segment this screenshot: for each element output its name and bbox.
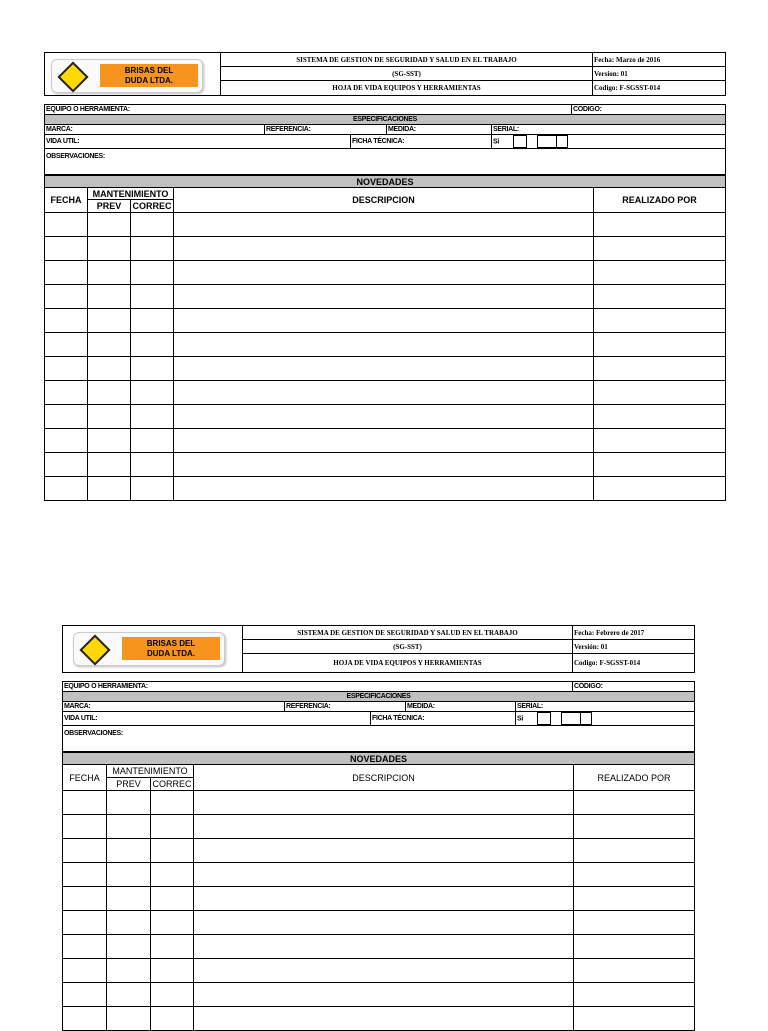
realizado-cell[interactable] bbox=[574, 983, 695, 1007]
doc-date: Fecha: Marzo de 2016 bbox=[593, 53, 726, 67]
realizado-cell[interactable] bbox=[594, 357, 726, 381]
marca-field[interactable]: MARCA: bbox=[63, 702, 285, 712]
doc-date: Fecha: Febrero de 2017 bbox=[573, 626, 695, 640]
company-logo bbox=[73, 632, 225, 666]
vida-util-field[interactable]: VIDA UTIL: bbox=[63, 712, 371, 726]
correc-cell[interactable] bbox=[151, 887, 194, 911]
prev-cell[interactable] bbox=[107, 887, 151, 911]
fecha-cell[interactable] bbox=[63, 935, 107, 959]
descripcion-cell[interactable] bbox=[174, 453, 594, 477]
correc-cell[interactable] bbox=[131, 237, 174, 261]
system-abbr: (SG-SST) bbox=[221, 67, 593, 81]
prev-cell[interactable] bbox=[88, 285, 131, 309]
descripcion-cell[interactable] bbox=[174, 333, 594, 357]
form-2 bbox=[62, 625, 694, 1031]
descripcion-header: DESCRIPCION bbox=[194, 765, 574, 791]
fecha-cell[interactable] bbox=[45, 237, 88, 261]
descripcion-cell[interactable] bbox=[174, 285, 594, 309]
correc-cell[interactable] bbox=[131, 357, 174, 381]
no-checkbox[interactable] bbox=[537, 135, 557, 148]
correc-cell[interactable] bbox=[131, 285, 174, 309]
correc-cell[interactable] bbox=[151, 839, 194, 863]
doc-code: Codigo: F-SGSST-014 bbox=[573, 654, 695, 673]
ficha-tecnica-options bbox=[492, 135, 726, 149]
doc-title: HOJA DE VIDA EQUIPOS Y HERRAMIENTAS bbox=[221, 81, 593, 96]
correc-cell[interactable] bbox=[151, 791, 194, 815]
fecha-cell[interactable] bbox=[45, 261, 88, 285]
descripcion-cell[interactable] bbox=[194, 959, 574, 983]
company-name: BRISAS DEL DUDA LTDA. bbox=[100, 64, 198, 87]
table-row bbox=[45, 357, 726, 381]
descripcion-cell[interactable] bbox=[174, 237, 594, 261]
descripcion-cell[interactable] bbox=[174, 405, 594, 429]
descripcion-cell[interactable] bbox=[194, 887, 574, 911]
correc-cell[interactable] bbox=[151, 911, 194, 935]
doc-code: Codigo: F-SGSST-014 bbox=[593, 81, 726, 96]
realizado-cell[interactable] bbox=[594, 381, 726, 405]
prev-header: PREV bbox=[107, 778, 151, 791]
observaciones-field[interactable]: OBSERVACIONES: bbox=[45, 149, 726, 175]
table-row bbox=[63, 839, 695, 863]
novedades-heading: NOVEDADES bbox=[63, 753, 695, 765]
correc-cell[interactable] bbox=[131, 333, 174, 357]
medida-field[interactable]: MEDIDA: bbox=[406, 702, 516, 712]
correc-cell[interactable] bbox=[151, 959, 194, 983]
table-row bbox=[63, 863, 695, 887]
descripcion-cell[interactable] bbox=[174, 213, 594, 237]
descripcion-header: DESCRIPCION bbox=[174, 188, 594, 213]
prev-cell[interactable] bbox=[88, 453, 131, 477]
fecha-cell[interactable] bbox=[45, 453, 88, 477]
prev-cell[interactable] bbox=[107, 839, 151, 863]
table-row bbox=[45, 333, 726, 357]
realizado-cell[interactable] bbox=[594, 453, 726, 477]
prev-cell[interactable] bbox=[107, 863, 151, 887]
realizado-cell[interactable] bbox=[574, 863, 695, 887]
logo-cell bbox=[45, 53, 221, 96]
prev-cell[interactable] bbox=[107, 791, 151, 815]
prev-cell[interactable] bbox=[88, 309, 131, 333]
table-row bbox=[45, 381, 726, 405]
table-row bbox=[63, 983, 695, 1007]
table-row bbox=[45, 261, 726, 285]
form-1-header bbox=[44, 52, 726, 96]
form-2-header bbox=[62, 625, 695, 673]
fecha-cell[interactable] bbox=[63, 887, 107, 911]
correc-cell[interactable] bbox=[151, 935, 194, 959]
fecha-cell[interactable] bbox=[63, 911, 107, 935]
doc-title: HOJA DE VIDA EQUIPOS Y HERRAMIENTAS bbox=[243, 654, 573, 673]
especificaciones-heading: ESPECIFICACIONES bbox=[63, 692, 695, 702]
equipo-field[interactable]: EQUIPO O HERRAMIENTA: bbox=[45, 105, 572, 115]
prev-cell[interactable] bbox=[88, 405, 131, 429]
table-row bbox=[45, 453, 726, 477]
form-2-novedades-table bbox=[62, 752, 695, 1031]
fecha-cell[interactable] bbox=[45, 405, 88, 429]
company-logo bbox=[51, 59, 203, 93]
worker-sign-icon bbox=[78, 636, 108, 662]
realizado-por-header: REALIZADO POR bbox=[574, 765, 695, 791]
correc-cell[interactable] bbox=[131, 381, 174, 405]
fecha-cell[interactable] bbox=[45, 381, 88, 405]
worker-sign-icon bbox=[56, 63, 86, 89]
correc-header: CORREC bbox=[152, 779, 192, 789]
fecha-cell[interactable] bbox=[45, 357, 88, 381]
descripcion-cell[interactable] bbox=[194, 863, 574, 887]
descripcion-cell[interactable] bbox=[194, 791, 574, 815]
correc-cell[interactable] bbox=[151, 863, 194, 887]
prev-cell[interactable] bbox=[107, 983, 151, 1007]
system-abbr: (SG-SST) bbox=[243, 640, 573, 654]
form-1-info bbox=[44, 104, 726, 175]
mantenimiento-header: MANTENIMIENTO bbox=[88, 188, 174, 200]
table-row bbox=[45, 405, 726, 429]
form-2-info bbox=[62, 681, 695, 752]
realizado-cell[interactable] bbox=[574, 887, 695, 911]
equipo-field[interactable]: EQUIPO O HERRAMIENTA: bbox=[63, 682, 573, 692]
mantenimiento-header: MANTENIMIENTO bbox=[107, 765, 194, 778]
fecha-header: FECHA bbox=[45, 188, 88, 213]
codigo-field[interactable]: CÓDIGO: bbox=[573, 682, 695, 692]
correc-cell[interactable] bbox=[131, 261, 174, 285]
correc-cell[interactable] bbox=[151, 815, 194, 839]
si-label: Si bbox=[517, 715, 524, 723]
prev-cell[interactable] bbox=[88, 477, 131, 501]
table-row bbox=[63, 791, 695, 815]
correc-cell[interactable] bbox=[151, 983, 194, 1007]
fecha-cell[interactable] bbox=[63, 863, 107, 887]
logo-cell bbox=[63, 626, 243, 673]
realizado-cell[interactable] bbox=[574, 935, 695, 959]
descripcion-cell[interactable] bbox=[194, 911, 574, 935]
fecha-cell[interactable] bbox=[45, 309, 88, 333]
serial-field[interactable]: SERIAL: bbox=[492, 125, 726, 135]
table-row bbox=[63, 935, 695, 959]
prev-header: PREV bbox=[88, 200, 131, 213]
realizado-cell[interactable] bbox=[574, 911, 695, 935]
realizado-cell[interactable] bbox=[594, 285, 726, 309]
fecha-cell[interactable] bbox=[63, 815, 107, 839]
table-row bbox=[63, 1007, 695, 1031]
especificaciones-heading: ESPECIFICACIONES bbox=[45, 115, 726, 125]
doc-version: Version: 01 bbox=[593, 67, 726, 81]
prev-cell[interactable] bbox=[107, 1007, 151, 1031]
realizado-cell[interactable] bbox=[594, 333, 726, 357]
realizado-cell[interactable] bbox=[594, 261, 726, 285]
prev-cell[interactable] bbox=[88, 381, 131, 405]
fecha-cell[interactable] bbox=[45, 213, 88, 237]
serial-field[interactable]: SERIAL: bbox=[516, 702, 695, 712]
descripcion-cell[interactable] bbox=[174, 477, 594, 501]
ficha-tecnica-label: FICHA TÉCNICA: bbox=[371, 712, 516, 726]
table-row bbox=[45, 285, 726, 309]
descripcion-cell[interactable] bbox=[194, 983, 574, 1007]
fecha-cell[interactable] bbox=[45, 333, 88, 357]
fecha-cell[interactable] bbox=[63, 983, 107, 1007]
doc-version: Versión: 01 bbox=[573, 640, 695, 654]
correc-cell[interactable] bbox=[151, 1007, 194, 1031]
fecha-header: FECHA bbox=[63, 765, 107, 791]
si-label: Si bbox=[493, 138, 500, 146]
fecha-cell[interactable] bbox=[63, 1007, 107, 1031]
fecha-cell[interactable] bbox=[45, 285, 88, 309]
table-row bbox=[63, 815, 695, 839]
prev-cell[interactable] bbox=[107, 935, 151, 959]
fecha-cell[interactable] bbox=[45, 429, 88, 453]
prev-cell[interactable] bbox=[88, 333, 131, 357]
correc-header: CORREC bbox=[132, 201, 172, 211]
descripcion-cell[interactable] bbox=[174, 381, 594, 405]
prev-cell[interactable] bbox=[88, 261, 131, 285]
prev-cell[interactable] bbox=[88, 429, 131, 453]
ficha-tecnica-label: FICHA TÉCNICA: bbox=[351, 135, 492, 149]
ficha-tecnica-options bbox=[516, 712, 695, 726]
codigo-field[interactable]: CÓDIGO: bbox=[572, 105, 726, 115]
realizado-por-header: REALIZADO POR bbox=[594, 188, 726, 213]
table-row bbox=[45, 429, 726, 453]
table-row bbox=[63, 911, 695, 935]
correc-cell[interactable] bbox=[131, 477, 174, 501]
realizado-cell[interactable] bbox=[574, 839, 695, 863]
correc-cell[interactable] bbox=[131, 429, 174, 453]
form-1-novedades-table bbox=[44, 175, 726, 501]
prev-cell[interactable] bbox=[107, 959, 151, 983]
fecha-cell[interactable] bbox=[45, 477, 88, 501]
table-row bbox=[45, 477, 726, 501]
realizado-cell[interactable] bbox=[574, 959, 695, 983]
correc-cell[interactable] bbox=[131, 405, 174, 429]
fecha-cell[interactable] bbox=[63, 791, 107, 815]
system-title: SISTEMA DE GESTION DE SEGURIDAD Y SALUD EN EL TRABAJO bbox=[243, 626, 573, 640]
correc-cell[interactable] bbox=[131, 309, 174, 333]
si-checkbox[interactable] bbox=[513, 135, 527, 148]
realizado-cell[interactable] bbox=[594, 405, 726, 429]
realizado-cell[interactable] bbox=[574, 815, 695, 839]
realizado-cell[interactable] bbox=[594, 237, 726, 261]
realizado-cell[interactable] bbox=[594, 477, 726, 501]
prev-cell[interactable] bbox=[88, 357, 131, 381]
prev-cell[interactable] bbox=[107, 815, 151, 839]
extra-checkbox[interactable] bbox=[557, 135, 568, 148]
fecha-cell[interactable] bbox=[63, 839, 107, 863]
referencia-field[interactable]: REFERENCIA: bbox=[265, 125, 387, 135]
marca-field[interactable]: MARCA: bbox=[45, 125, 265, 135]
descripcion-cell[interactable] bbox=[174, 429, 594, 453]
fecha-cell[interactable] bbox=[63, 959, 107, 983]
prev-cell[interactable] bbox=[88, 237, 131, 261]
realizado-cell[interactable] bbox=[574, 791, 695, 815]
table-row bbox=[45, 237, 726, 261]
descripcion-cell[interactable] bbox=[194, 839, 574, 863]
realizado-cell[interactable] bbox=[574, 1007, 695, 1031]
company-name: BRISAS DEL DUDA LTDA. bbox=[122, 637, 220, 660]
si-checkbox[interactable] bbox=[537, 712, 551, 725]
prev-cell[interactable] bbox=[107, 911, 151, 935]
observaciones-field[interactable]: OBSERVACIONES: bbox=[63, 726, 695, 752]
novedades-heading: NOVEDADES bbox=[45, 176, 726, 188]
system-title: SISTEMA DE GESTION DE SEGURIDAD Y SALUD EN EL TRABAJO bbox=[221, 53, 593, 67]
no-checkbox[interactable] bbox=[561, 712, 581, 725]
table-row bbox=[45, 213, 726, 237]
descripcion-cell[interactable] bbox=[174, 261, 594, 285]
table-row bbox=[63, 959, 695, 983]
form-1 bbox=[44, 52, 725, 501]
descripcion-cell[interactable] bbox=[194, 1007, 574, 1031]
realizado-cell[interactable] bbox=[594, 213, 726, 237]
medida-field[interactable]: MEDIDA: bbox=[387, 125, 492, 135]
table-row bbox=[45, 309, 726, 333]
descripcion-cell[interactable] bbox=[194, 815, 574, 839]
extra-checkbox[interactable] bbox=[581, 712, 592, 725]
table-row bbox=[63, 887, 695, 911]
prev-cell[interactable] bbox=[88, 213, 131, 237]
realizado-cell[interactable] bbox=[594, 309, 726, 333]
correc-cell[interactable] bbox=[131, 453, 174, 477]
correc-cell[interactable] bbox=[131, 213, 174, 237]
realizado-cell[interactable] bbox=[594, 429, 726, 453]
descripcion-cell[interactable] bbox=[194, 935, 574, 959]
referencia-field[interactable]: REFERENCIA: bbox=[285, 702, 406, 712]
descripcion-cell[interactable] bbox=[174, 357, 594, 381]
descripcion-cell[interactable] bbox=[174, 309, 594, 333]
vida-util-field[interactable]: VIDA UTIL: bbox=[45, 135, 351, 149]
